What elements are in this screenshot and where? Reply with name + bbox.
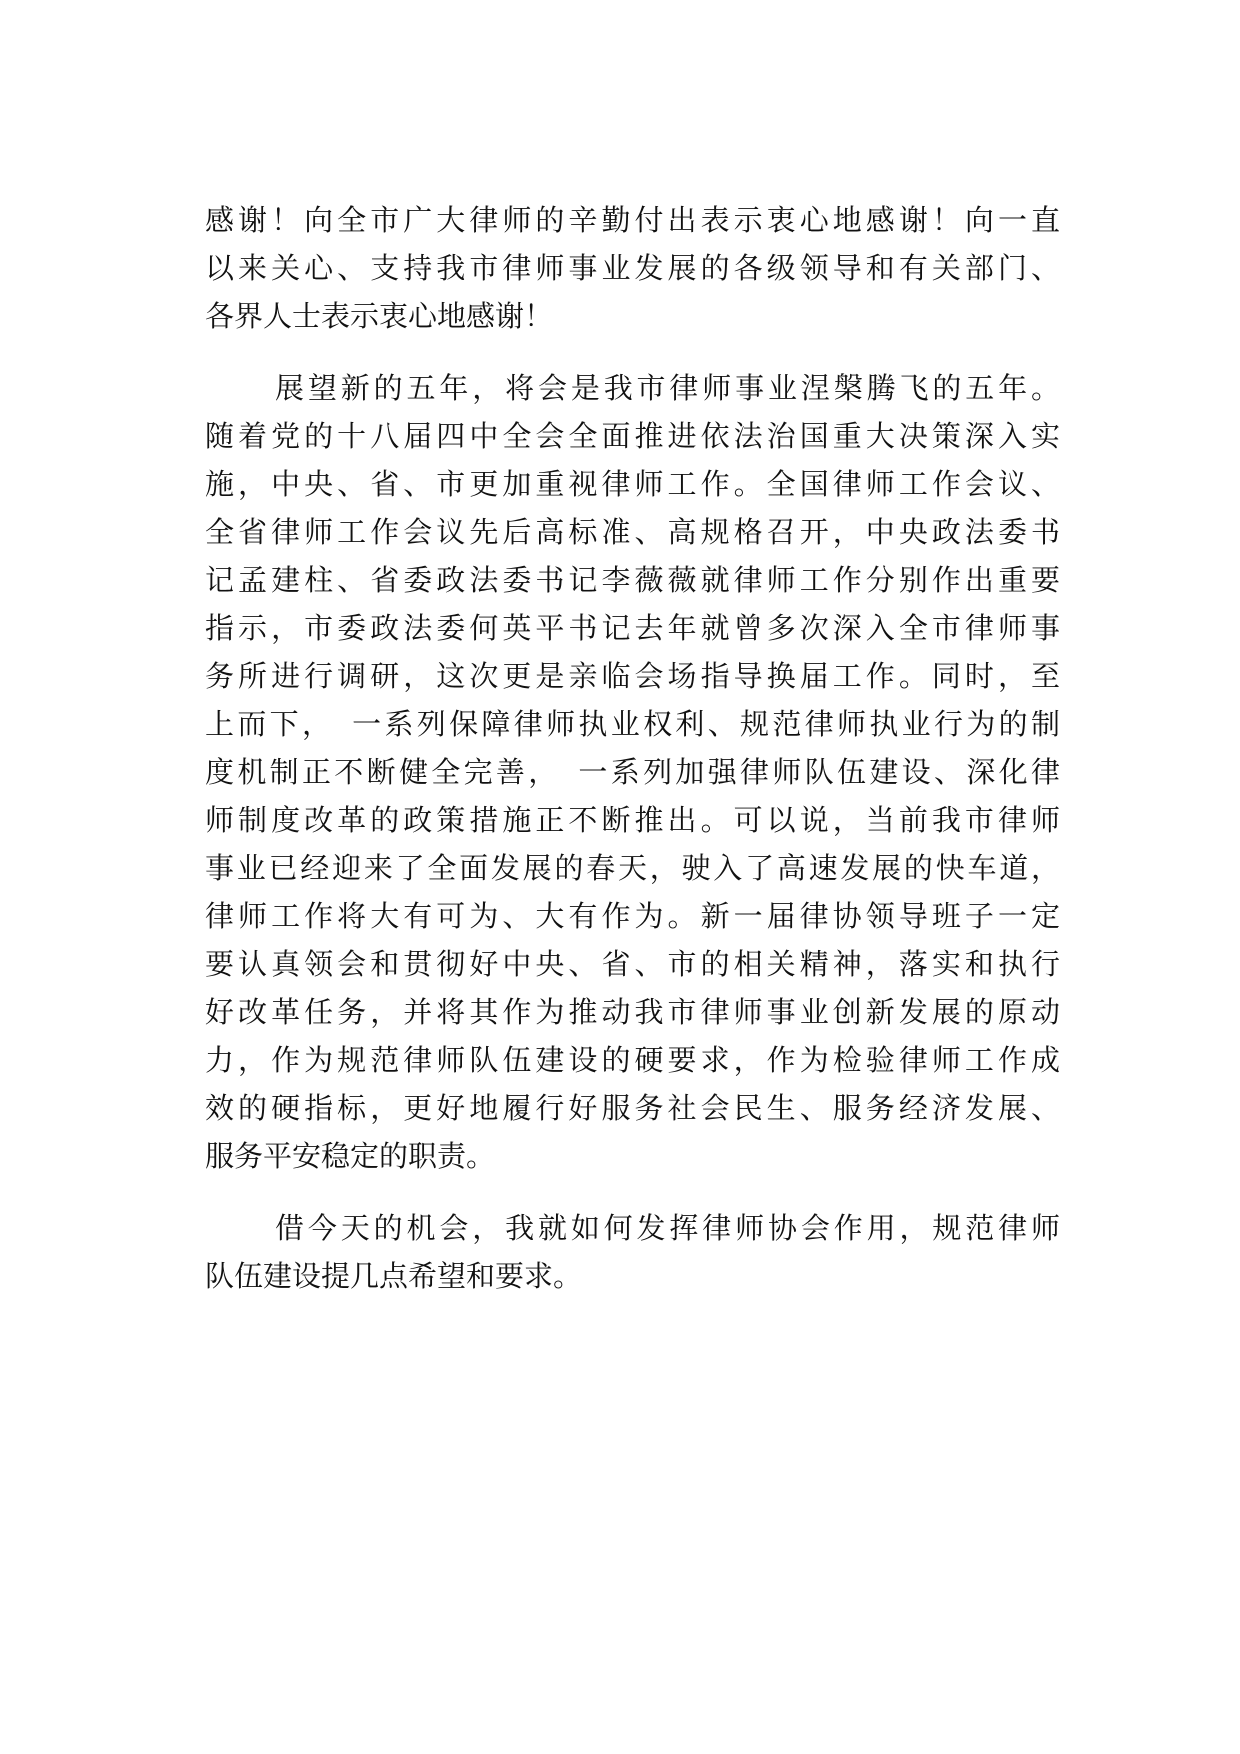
text-line: 记孟建柱、省委政法委书记李薇薇就律师工作分别作出重要 (205, 563, 1060, 597)
paragraph-3 (205, 1204, 1060, 1300)
text-line: 队伍建设提几点希望和要求。 (205, 1259, 583, 1293)
text-line: 要认真领会和贯彻好中央、省、市的相关精神，落实和执行 (205, 947, 1060, 981)
text-line: 以来关心、支持我市律师事业发展的各级领导和有关部门、 (205, 251, 1060, 285)
text-line: 效的硬指标，更好地履行好服务社会民生、服务经济发展、 (205, 1091, 1060, 1125)
text-line: 展望新的五年，将会是我市律师事业涅槃腾飞的五年。 (275, 371, 1060, 405)
text-line: 感谢！向全市广大律师的辛勤付出表示衷心地感谢！向一直 (205, 203, 1060, 237)
paragraph-spacer (205, 1180, 1060, 1204)
text-line: 度机制正不断健全完善， 一系列加强律师队伍建设、深化律 (205, 755, 1060, 789)
text-line: 各界人士表示衷心地感谢！ (205, 299, 554, 333)
text-line: 律师工作将大有可为、大有作为。新一届律协领导班子一定 (205, 899, 1060, 933)
text-line: 好改革任务，并将其作为推动我市律师事业创新发展的原动 (205, 995, 1060, 1029)
text-line: 全省律师工作会议先后高标准、高规格召开，中央政法委书 (205, 515, 1060, 549)
body-text (205, 196, 1060, 1300)
text-line: 上而下， 一系列保障律师执业权利、规范律师执业行为的制 (205, 707, 1060, 741)
text-line: 师制度改革的政策措施正不断推出。可以说，当前我市律师 (205, 803, 1060, 837)
paragraph-1 (205, 196, 1060, 340)
text-line: 务所进行调研，这次更是亲临会场指导换届工作。同时，至 (205, 659, 1060, 693)
paragraph-spacer (205, 340, 1060, 364)
text-line: 借今天的机会，我就如何发挥律师协会作用，规范律师 (275, 1211, 1060, 1245)
text-line: 力，作为规范律师队伍建设的硬要求，作为检验律师工作成 (205, 1043, 1060, 1077)
text-line: 事业已经迎来了全面发展的春天，驶入了高速发展的快车道， (205, 851, 1060, 885)
text-line: 指示，市委政法委何英平书记去年就曾多次深入全市律师事 (205, 611, 1060, 645)
paragraph-2 (205, 364, 1060, 1180)
text-line: 服务平安稳定的职责。 (205, 1139, 496, 1173)
text-line: 随着党的十八届四中全会全面推进依法治国重大决策深入实 (205, 419, 1060, 453)
text-line: 施，中央、省、市更加重视律师工作。全国律师工作会议、 (205, 467, 1060, 501)
